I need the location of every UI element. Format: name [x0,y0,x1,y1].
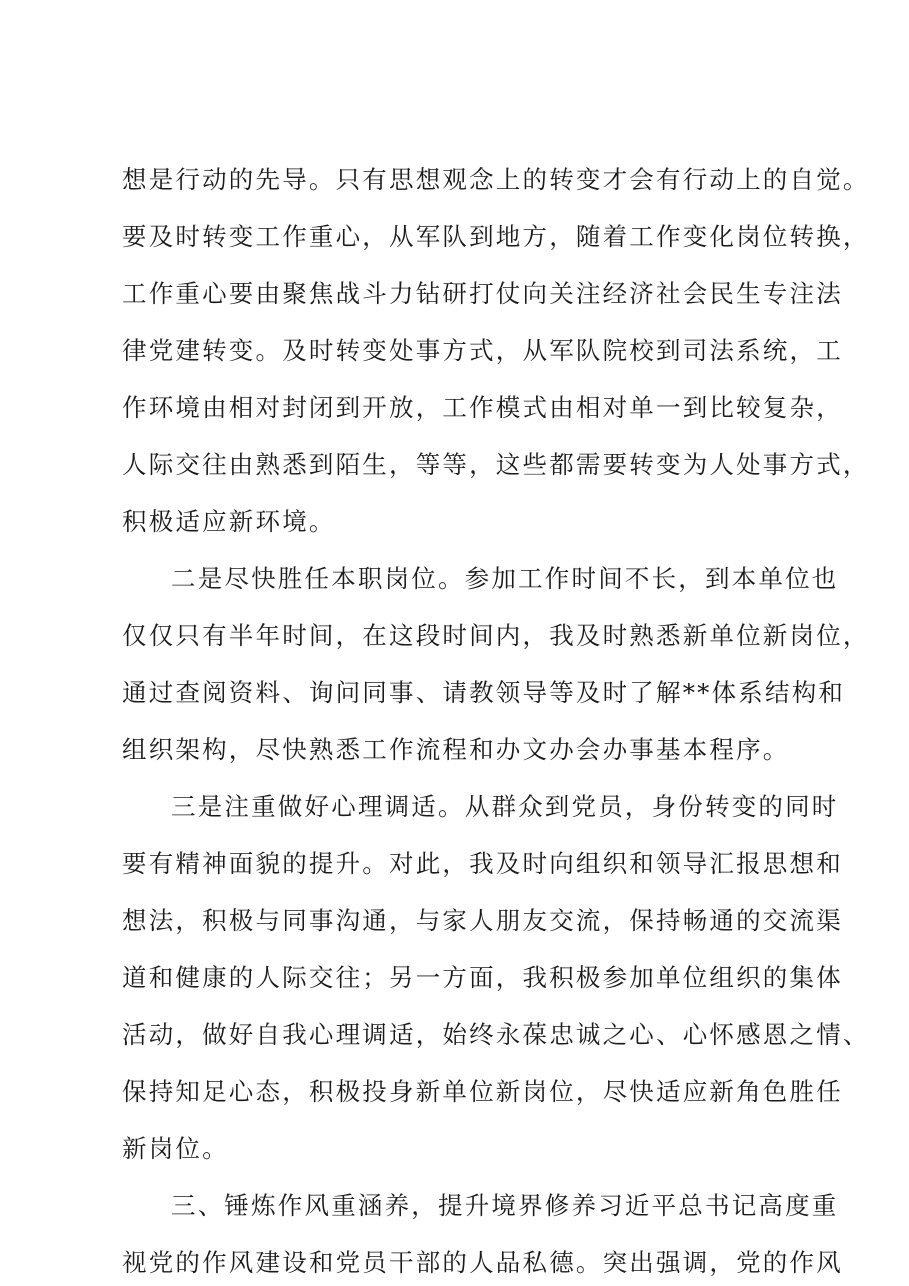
section-heading-line: 三、锤炼作风重涵养，提升境界修养习近平总书记高度重 [171,1191,839,1220]
body-text-line: 仅仅只有半年时间，在这段时间内，我及时熟悉新单位新岗位， [122,621,870,650]
body-text-line: 新岗位。 [122,1134,229,1163]
paragraph-first-line: 二是尽快胜任本职岗位。参加工作时间不长，到本单位也 [171,564,839,593]
body-text-line: 作环境由相对封闭到开放，工作模式由相对单一到比较复杂， [122,393,843,422]
body-text-line: 活动，做好自我心理调适，始终永葆忠诚之心、心怀感恩之情、 [122,1020,870,1049]
body-text-line: 想是行动的先导。只有思想观念上的转变才会有行动上的自觉。 [122,165,870,194]
body-text-line: 要及时转变工作重心，从军队到地方，随着工作变化岗位转换， [122,222,870,251]
body-text-line: 工作重心要由聚焦战斗力钻研打仗向关注经济社会民生专注法 [122,279,843,308]
body-text-line: 想法，积极与同事沟通，与家人朋友交流，保持畅通的交流渠 [122,906,843,935]
body-text-line: 保持知足心态，积极投身新单位新岗位，尽快适应新角色胜任 [122,1077,843,1106]
body-text-line: 视党的作风建设和党员干部的人品私德。突出强调，党的作风 [122,1248,843,1277]
body-text-line: 道和健康的人际交往；另一方面，我积极参加单位组织的集体 [122,963,843,992]
body-text-line: 律党建转变。及时转变处事方式，从军队院校到司法系统，工 [122,336,843,365]
paragraph-first-line: 三是注重做好心理调适。从群众到党员，身份转变的同时 [171,792,839,821]
body-text-line: 通过查阅资料、询问同事、请教领导等及时了解**体系结构和 [122,678,846,707]
body-text-line: 人际交往由熟悉到陌生，等等，这些都需要转变为人处事方式， [122,450,870,479]
body-text-line: 要有精神面貌的提升。对此，我及时向组织和领导汇报思想和 [122,849,843,878]
body-text-line: 组织架构，尽快熟悉工作流程和办文办会办事基本程序。 [122,735,790,764]
body-text-line: 积极适应新环境。 [122,507,336,536]
